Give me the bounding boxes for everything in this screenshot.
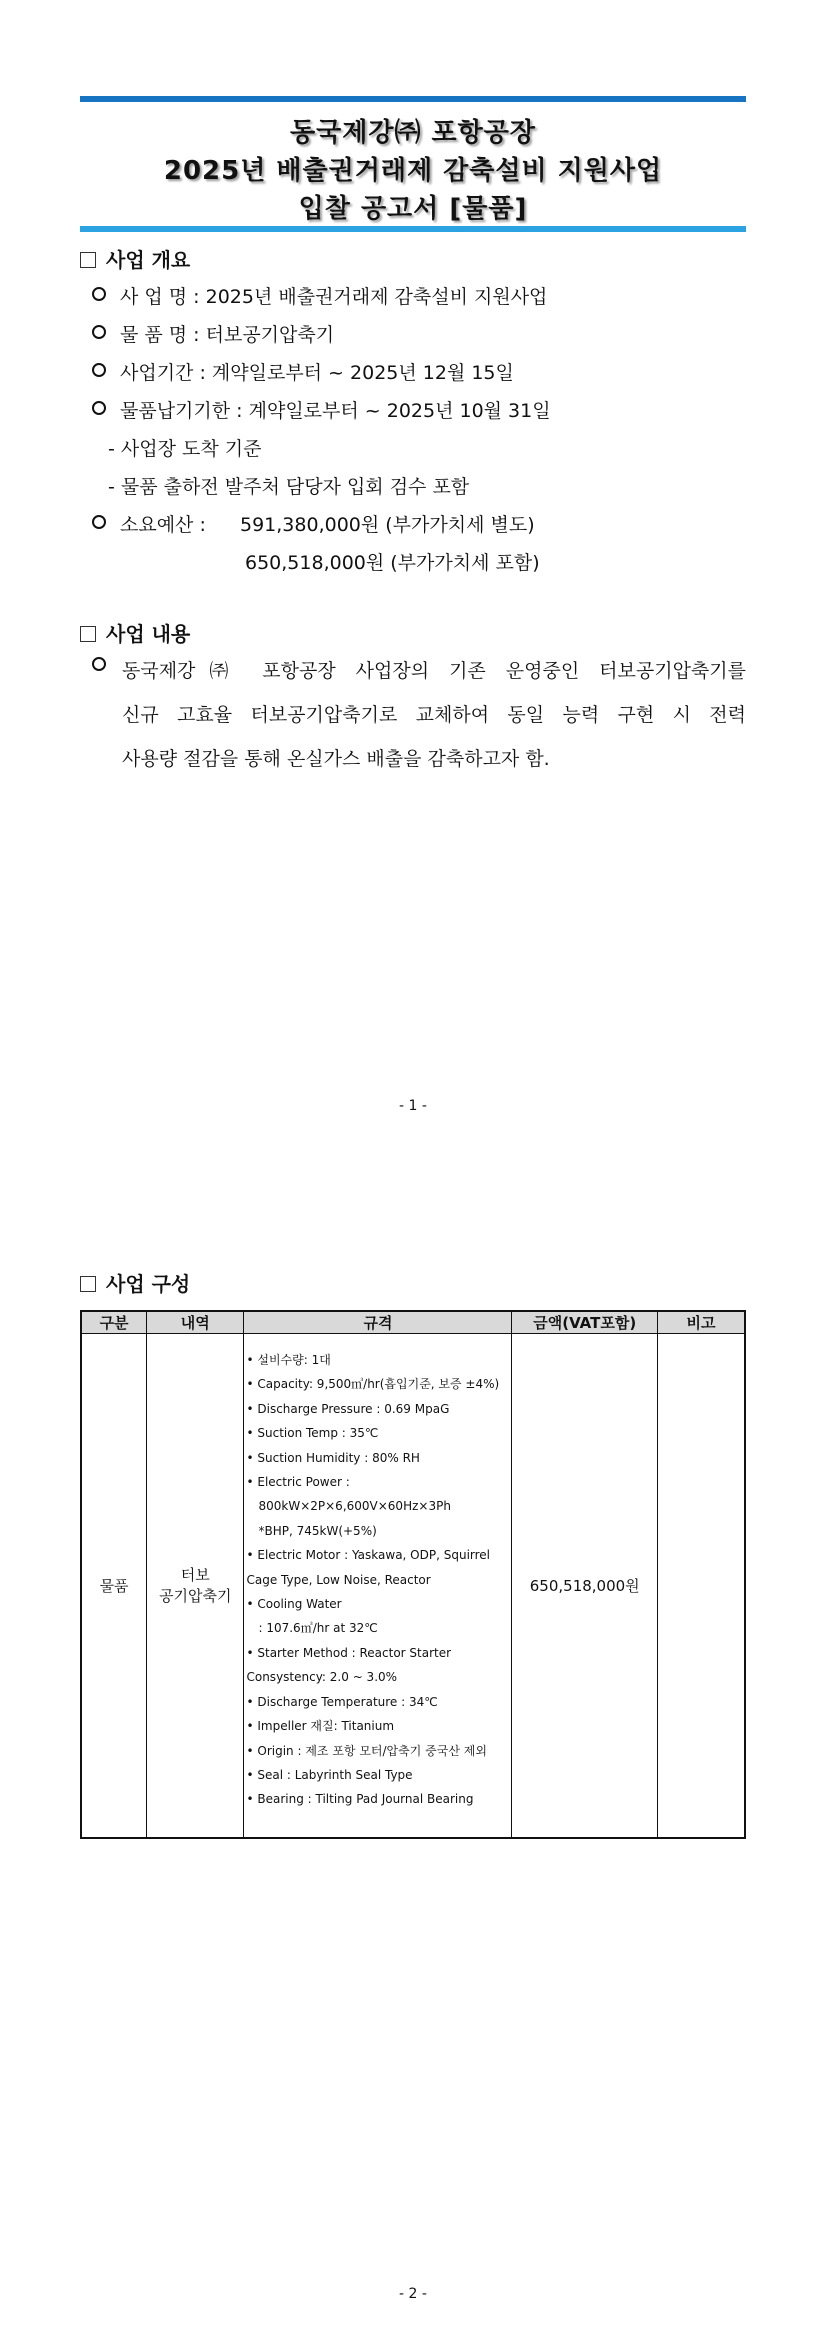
overview-item: 사 업 명 : 2025년 배출권거래제 감축설비 지원사업 bbox=[92, 282, 547, 309]
overview-subitem: - 물품 출하전 발주처 담당자 입회 검수 포함 bbox=[108, 476, 470, 498]
spec-line: • Starter Method : Reactor Starter bbox=[246, 1645, 452, 1660]
spec-line: • 설비수량: 1대 bbox=[246, 1353, 331, 1367]
cell-amount: 650,518,000원 bbox=[512, 1334, 658, 1838]
title-line-1: 동국제강㈜ 포항공장 bbox=[290, 118, 536, 148]
cell-note bbox=[658, 1334, 745, 1838]
header-note: 비고 bbox=[658, 1311, 745, 1334]
budget-line: 소요예산 : bbox=[92, 510, 206, 537]
spec-line: • Suction Temp : 35℃ bbox=[246, 1426, 379, 1441]
title-bottom-bar bbox=[80, 226, 746, 232]
content-line: 사용량 절감을 통해 온실가스 배출을 감축하고자 함. bbox=[122, 748, 550, 770]
circle-bullet-icon bbox=[92, 515, 106, 529]
title-top-bar bbox=[80, 96, 746, 102]
spec-line: • Cooling Water bbox=[246, 1597, 342, 1612]
spec-line: • Electric Power : bbox=[246, 1475, 350, 1490]
spec-line: Cage Type, Low Noise, Reactor bbox=[246, 1572, 431, 1587]
spec-line: • Impeller 재질: Titanium bbox=[246, 1719, 395, 1734]
overview-subitem: - 사업장 도착 기준 bbox=[108, 438, 262, 460]
overview-item: 물품납기기한 : 계약일로부터 ~ 2025년 10월 31일 bbox=[92, 396, 551, 423]
section-overview-heading: 사업 개요 bbox=[80, 244, 190, 273]
header-item: 내역 bbox=[147, 1311, 244, 1334]
section-structure-heading: 사업 구성 bbox=[80, 1268, 190, 1297]
spec-line: Consystency: 2.0 ~ 3.0% bbox=[246, 1670, 398, 1685]
budget-excl-vat: 591,380,000원 (부가가치세 별도) bbox=[240, 514, 535, 536]
spec-line: • Discharge Pressure : 0.69 MpaG bbox=[246, 1401, 450, 1416]
page-2 bbox=[0, 1168, 826, 2336]
content-line: 동국제강㈜ 포항공장 사업장의 기존 운영중인 터보공기압축기를 bbox=[122, 660, 746, 682]
budget-incl-amount: 650,518,000원 bbox=[245, 552, 385, 574]
overview-item: 물 품 명 : 터보공기압축기 bbox=[92, 320, 334, 347]
spec-line: *BHP, 745kW(+5%) bbox=[258, 1523, 377, 1538]
checkbox-square-icon bbox=[80, 252, 96, 268]
cell-item: 터보 공기압축기 bbox=[147, 1334, 244, 1838]
spec-line: • Capacity: 9,500㎥/hr(흡입기준, 보증 ±4%) bbox=[246, 1377, 500, 1392]
page-number: - 1 - bbox=[399, 1098, 427, 1114]
circle-bullet-icon bbox=[92, 657, 106, 671]
circle-bullet-icon bbox=[92, 287, 106, 301]
cell-category: 물품 bbox=[81, 1334, 147, 1838]
spec-line: • Suction Humidity : 80% RH bbox=[246, 1450, 420, 1465]
section-content-heading: 사업 내용 bbox=[80, 618, 190, 647]
title-line-3: 입찰 공고서 [물품] bbox=[298, 194, 528, 224]
spec-line: • Seal : Labyrinth Seal Type bbox=[246, 1767, 413, 1782]
spec-line: • Discharge Temperature : 34℃ bbox=[246, 1694, 438, 1709]
circle-bullet-icon bbox=[92, 401, 106, 415]
spec-line: • Electric Motor : Yaskawa, ODP, Squirrel bbox=[246, 1548, 491, 1563]
table-row bbox=[81, 1334, 745, 1838]
budget-incl-vat bbox=[245, 548, 540, 575]
circle-bullet-icon bbox=[92, 363, 106, 377]
title-line-2: 2025년 배출권거래제 감축설비 지원사업 bbox=[163, 156, 663, 186]
structure-table bbox=[80, 1310, 746, 1839]
header-spec: 규격 bbox=[244, 1311, 512, 1334]
checkbox-square-icon bbox=[80, 626, 96, 642]
checkbox-square-icon bbox=[80, 1276, 96, 1292]
spec-line: • Origin : 제조 포항 모터/압축기 중국산 제외 bbox=[246, 1743, 487, 1758]
spec-line: • Bearing : Tilting Pad Journal Bearing bbox=[246, 1792, 474, 1807]
title-block bbox=[80, 96, 746, 232]
budget-incl-note: (부가가치세 포함) bbox=[384, 552, 540, 574]
header-amount: 금액(VAT포함) bbox=[512, 1311, 658, 1334]
spec-line: 800kW×2P×6,600V×60Hz×3Ph bbox=[258, 1499, 451, 1514]
spec-line: : 107.6㎥/hr at 32℃ bbox=[258, 1621, 378, 1636]
overview-item: 사업기간 : 계약일로부터 ~ 2025년 12월 15일 bbox=[92, 358, 514, 385]
content-bullet bbox=[92, 656, 120, 678]
cell-spec bbox=[244, 1334, 512, 1838]
circle-bullet-icon bbox=[92, 325, 106, 339]
table-header-row bbox=[81, 1311, 745, 1334]
header-category: 구분 bbox=[81, 1311, 147, 1334]
content-line: 신규 고효율 터보공기압축기로 교체하여 동일 능력 구현 시 전력 bbox=[122, 704, 746, 726]
page-number: - 2 - bbox=[399, 2286, 427, 2302]
